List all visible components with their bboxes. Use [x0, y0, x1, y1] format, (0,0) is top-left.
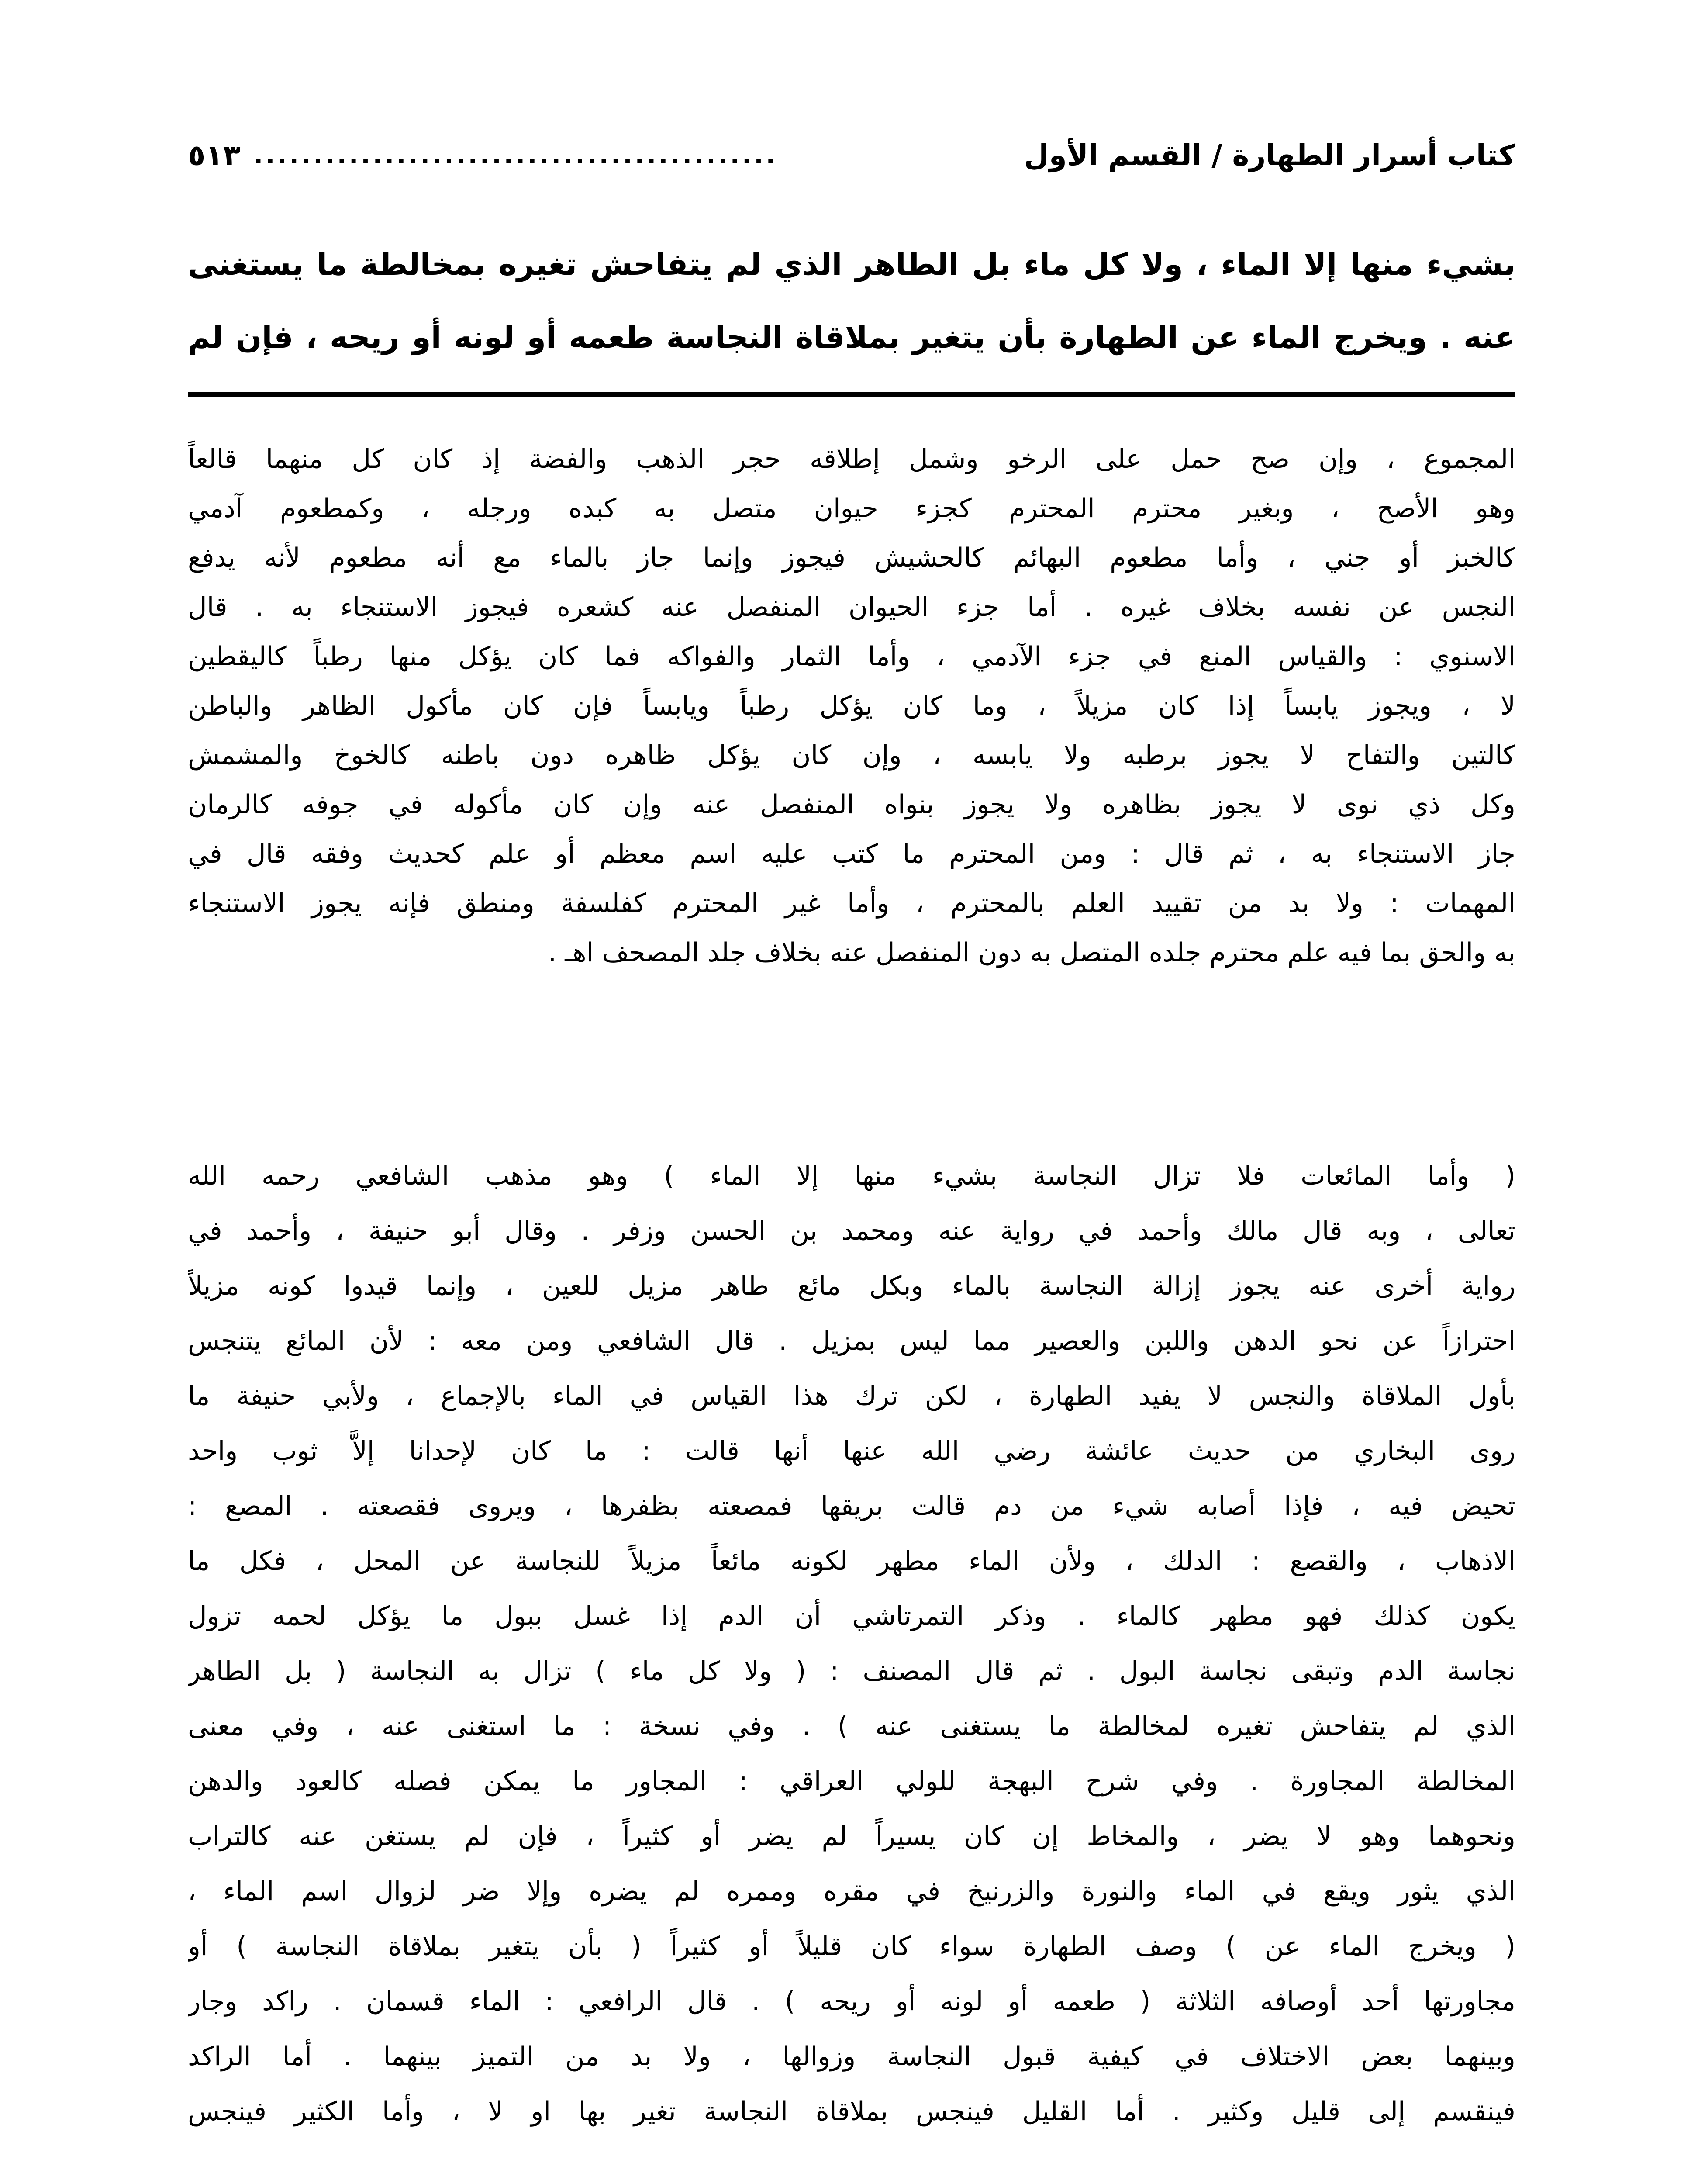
commentary-line: ( وأما المائعات فلا تزال النجاسة بشيء منها إلا الماء ) وهو مذهب الشافعي رحمه الله	[188, 1161, 1515, 1191]
footnote-line: جاز الاستنجاء به ، ثم قال : ومن المحترم ما كتب عليه اسم معظم أو علم كحديث وفقه قال في	[188, 839, 1515, 869]
footnote-line: كالتين والتفاح لا يجوز برطبه ولا يابسه ، وإن كان يؤكل ظاهره دون باطنه كالخوخ والمشمش	[188, 740, 1515, 771]
commentary-line: نجاسة الدم وتبقى نجاسة البول . ثم قال المصنف : ( ولا كل ماء ) تزال به النجاسة ( بل الطاهر	[188, 1656, 1515, 1686]
commentary-line: وبينهما بعض الاختلاف في كيفية قبول النجاسة وزوالها ، ولا بد من التميز بينهما . أما الراكد	[188, 2041, 1515, 2072]
commentary-line: بأول الملاقاة والنجس لا يفيد الطهارة ، لكن ترك هذا القياس في الماء بالإجماع ، ولأبي حنيفة ما	[188, 1381, 1515, 1411]
commentary-line: تعالى ، وبه قال مالك وأحمد في رواية عنه ومحمد بن الحسن وزفر . وقال أبو حنيفة ، وأحمد في	[188, 1216, 1515, 1246]
footnote-line: المهمات : ولا بد من تقييد العلم بالمحترم ، وأما غير المحترم كفلسفة ومنطق فإنه يجوز الاستنجاء	[188, 888, 1515, 919]
footnote-line: وهو الأصح ، وبغير محترم المحترم كجزء حيوان متصل به كبده ورجله ، وكمطعوم آدمي	[188, 493, 1515, 524]
commentary-line: يكون كذلك فهو مطهر كالماء . وذكر التمرتاشي أن الدم إذا غسل ببول ما يؤكل لحمه تزول	[188, 1601, 1515, 1631]
commentary-line: الذي يثور ويقع في الماء والنورة والزرنيخ في مقره وممره لم يضره وإلا ضر لزوال اسم الماء ،	[188, 1876, 1515, 1907]
commentary-line: تحيض فيه ، فإذا أصابه شيء من دم قالت بريقها فمصعته بظفرها ، ويروى فقصعته . المصع :	[188, 1491, 1515, 1521]
footnote-separator-rule	[188, 392, 1515, 397]
commentary-line: المخالطة المجاورة . وفي شرح البهجة للولي العراقي : المجاور ما يمكن فصله كالعود والدهن	[188, 1766, 1515, 1797]
commentary-line: ( ويخرج الماء عن ) وصف الطهارة سواء كان قليلاً أو كثيراً ( بأن يتغير بملاقاة النجاسة ) أو	[188, 1931, 1515, 1962]
commentary-line: رواية أخرى عنه يجوز إزالة النجاسة بالماء وبكل مائع طاهر مزيل للعين ، وإنما قيدوا كونه مزيلاً	[188, 1271, 1515, 1301]
commentary-line: مجاورتها أحد أوصافه الثلاثة ( طعمه أو لونه أو ريحه ) . قال الرافعي : الماء قسمان . راكد وجار	[188, 1986, 1515, 2017]
page-number: ٥١٣	[188, 138, 241, 172]
commentary-line: الاذهاب ، والقصع : الدلك ، ولأن الماء مطهر لكونه مائعاً مزيلاً للنجاسة عن المحل ، فكل ما	[188, 1546, 1515, 1576]
commentary-line: روى البخاري من حديث عائشة رضي الله عنها أنها قالت : ما كان لإحدانا إلاَّ ثوب واحد	[188, 1436, 1515, 1466]
main-text-line: بشيء منها إلا الماء ، ولا كل ماء بل الطاهر الذي لم يتفاحش تغيره بمخالطة ما يستغنى	[188, 246, 1515, 282]
footnote-line: الاسنوي : والقياس المنع في جزء الآدمي ، وأما الثمار والفواكه فما كان يؤكل منها رطباً كاليقطين	[188, 641, 1515, 672]
footnote-line: المجموع ، وإن صح حمل على الرخو وشمل إطلاقه حجر الذهب والفضة إذ كان كل منهما قالعاً	[188, 444, 1515, 474]
running-header	[188, 131, 1515, 179]
commentary-line: الذي لم يتفاحش تغيره لمخالطة ما يستغنى عنه ) . وفي نسخة : ما استغنى عنه ، وفي معنى	[188, 1711, 1515, 1742]
footnote-line: لا ، ويجوز يابساً إذا كان مزيلاً ، وما كان يؤكل رطباً ويابساً فإن كان مأكول الظاهر والباطن	[188, 691, 1515, 721]
commentary-line: احترازاً عن نحو الدهن واللبن والعصير مما ليس بمزيل . قال الشافعي ومن معه : لأن المائع يتنجس	[188, 1326, 1515, 1356]
footnote-line: النجس عن نفسه بخلاف غيره . أما جزء الحيوان المنفصل عنه كشعره فيجوز الاستنجاء به . قال	[188, 592, 1515, 622]
commentary-line: ونحوهما وهو لا يضر ، والمخاط إن كان يسيراً لم يضر أو كثيراً ، فإن لم يستغن عنه كالتراب	[188, 1821, 1515, 1852]
footnote-line: كالخبز أو جني ، وأما مطعوم البهائم كالحشيش فيجوز وإنما جاز بالماء مع أنه مطعوم لأنه يدفع	[188, 543, 1515, 573]
footnote-line: به والحق بما فيه علم محترم جلده المتصل به دون المنفصل عنه بخلاف جلد المصحف اهـ .	[548, 937, 1515, 968]
header-leader-dots: ............................................	[253, 141, 778, 169]
commentary-line: فينقسم إلى قليل وكثير . أما القليل فينجس بملاقاة النجاسة تغير بها او لا ، وأما الكثير فينجس	[188, 2096, 1515, 2127]
footnote-line: وكل ذي نوى لا يجوز بظاهره ولا يجوز بنواه المنفصل عنه وإن كان مأكوله في جوفه كالرمان	[188, 789, 1515, 820]
header-title: كتاب أسرار الطهارة / القسم الأول	[1024, 138, 1515, 172]
main-text-line: عنه . ويخرج الماء عن الطهارة بأن يتغير بملاقاة النجاسة طعمه أو لونه أو ريحه ، فإن لم	[188, 319, 1515, 355]
